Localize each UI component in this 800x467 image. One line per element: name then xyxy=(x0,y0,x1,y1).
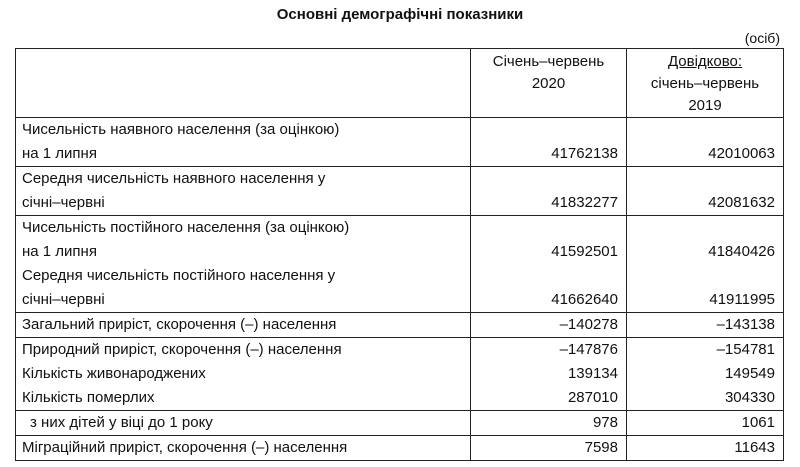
row-label-line2: на 1 липня xyxy=(22,145,97,162)
row-label: Міграційний приріст, скорочення (–) населення xyxy=(16,436,471,461)
table-row xyxy=(16,167,784,216)
value-2020: 41592501 xyxy=(471,216,627,265)
value-2019: –143138 xyxy=(627,313,784,338)
table-header-row xyxy=(16,49,784,118)
row-label: Природний приріст, скорочення (–) населення xyxy=(16,338,471,363)
value-2019: 149549 xyxy=(627,362,784,386)
value-2019: 11643 xyxy=(627,436,784,461)
header-2019-line2: січень–червень xyxy=(650,75,760,92)
header-2019-line1: Довідково: xyxy=(667,53,743,70)
value-2020: 41662640 xyxy=(471,264,627,313)
value-2020: 139134 xyxy=(471,362,627,386)
value-2019: 41840426 xyxy=(627,216,784,265)
row-label xyxy=(16,167,471,216)
header-2019 xyxy=(627,49,784,118)
row-label-line1: Чисельність наявного населення (за оцінкою) xyxy=(22,121,340,138)
header-2019-line3: 2019 xyxy=(688,97,722,114)
value-2019: 42081632 xyxy=(627,167,784,216)
table-row xyxy=(16,436,784,461)
value-2020: –140278 xyxy=(471,313,627,338)
header-2020 xyxy=(471,49,627,118)
value-2020: 287010 xyxy=(471,386,627,411)
table-row xyxy=(16,216,784,265)
row-label-line1: Середня чисельність постійного населення у xyxy=(22,267,336,284)
row-label: Кількість живонароджених xyxy=(16,362,471,386)
row-label: з них дітей у віці до 1 року xyxy=(16,411,471,436)
row-label: Загальний приріст, скорочення (–) населення xyxy=(16,313,471,338)
row-label-line1: Чисельність постійного населення (за оцінкою) xyxy=(22,219,350,236)
header-2020-line2: 2020 xyxy=(531,75,566,92)
value-2020: 41762138 xyxy=(471,118,627,167)
value-2020: –147876 xyxy=(471,338,627,363)
row-label xyxy=(16,264,471,313)
row-label xyxy=(16,118,471,167)
row-label-line2: на 1 липня xyxy=(22,243,97,260)
value-2020: 41832277 xyxy=(471,167,627,216)
table-row xyxy=(16,118,784,167)
value-2019: 304330 xyxy=(627,386,784,411)
table-row xyxy=(16,338,784,363)
page-title: Основні демографічні показники xyxy=(276,6,524,23)
table-row xyxy=(16,264,784,313)
value-2019: 1061 xyxy=(627,411,784,436)
header-2020-line1: Січень–червень xyxy=(492,53,605,70)
table-row xyxy=(16,313,784,338)
row-label: Кількість померлих xyxy=(16,386,471,411)
row-label-line1: Середня чисельність наявного населення у xyxy=(22,170,326,187)
header-indicator xyxy=(16,49,471,118)
demographic-table xyxy=(15,48,784,461)
value-2019: 42010063 xyxy=(627,118,784,167)
table-row xyxy=(16,386,784,411)
value-2020: 7598 xyxy=(471,436,627,461)
table-row xyxy=(16,362,784,386)
unit-label: (осіб) xyxy=(744,30,780,46)
table-row xyxy=(16,411,784,436)
row-label-line2: січні–червні xyxy=(22,291,105,308)
value-2020: 978 xyxy=(471,411,627,436)
value-2019: 41911995 xyxy=(627,264,784,313)
value-2019: –154781 xyxy=(627,338,784,363)
row-label xyxy=(16,216,471,265)
row-label-line2: січні–червні xyxy=(22,194,105,211)
